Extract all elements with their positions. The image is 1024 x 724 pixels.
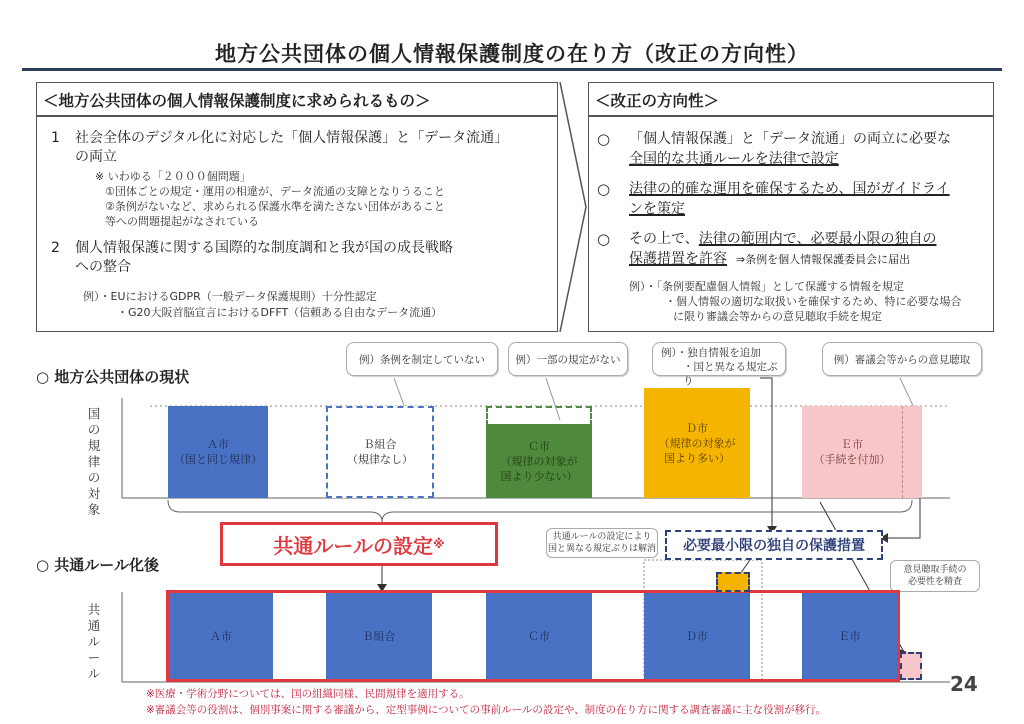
block-after-b: Ｂ組合 [326, 593, 432, 679]
section-current-status: ○ 地方公共団体の現状 [36, 368, 190, 386]
note-problem-raised: 等への問題提起がなされている [105, 215, 259, 228]
block-after-d: Ｄ市 [644, 593, 750, 679]
note-diff-line2: 国と異なる規定ぶりは解消 [547, 544, 656, 554]
direction-example-2: ・個人情報の適切な取扱いを確保するため、特に必要な場合 [665, 295, 962, 308]
block-b-desc: （規律なし） [347, 453, 413, 466]
note-hearing-line2: 必要性を精査 [907, 577, 962, 587]
direction-example-1: 例）・「条例要配慮個人情報」として保護する情報を規定 [629, 280, 904, 293]
block-after-c: Ｃ市 [486, 593, 592, 679]
example-gdpr: 例）・EUにおけるGDPR（一般データ保護規則）十分性認定 [83, 290, 377, 303]
callout-b-no-ordinance: 例）条例を制定していない [346, 342, 498, 376]
block-c-desc2: 国より少ない） [500, 469, 578, 483]
circle-bullet-icon: ○ [597, 230, 611, 248]
footnote-medical: ※医療・学術分野については、国の組織同様、民間規律を適用する。 [146, 688, 470, 700]
current-blocks-brace [168, 500, 912, 522]
block-d-desc1: （規律の対象が [658, 436, 736, 450]
callout-c-partial: 例）一部の規定がない [508, 342, 628, 376]
d-callout-connector [760, 378, 772, 530]
block-c-name: Ｃ市 [528, 439, 550, 453]
block-current-d [644, 388, 750, 498]
requirement-1-line1: 社会全体のデジタル化に対応した「個人情報保護」と「データ流通」 [75, 130, 509, 146]
page-title: 地方公共団体の個人情報保護制度の在り方（改正の方向性） [215, 42, 809, 66]
block-c-desc1: （規律の対象が [500, 454, 578, 468]
requirement-1-line2: の両立 [75, 149, 117, 165]
requirement-number: 1 [51, 130, 60, 146]
minimum-protection-measures-box: 必要最小限の独自の保護措置 [665, 530, 883, 560]
callout-d-extra [652, 342, 786, 387]
block-d-name: Ｄ市 [686, 421, 708, 435]
note-insufficient-level: ②条例がないなど、求められる保護水準を満たさない団体があること [105, 200, 445, 213]
common-rule-mark: ※ [432, 537, 445, 551]
d-additional-measure [716, 572, 750, 592]
direction-3-line2: 保護措置を許容 [629, 251, 727, 267]
note-hearing-line1: 意見聴取手続の [903, 565, 967, 575]
block-current-b [326, 406, 434, 498]
requirement-2-line1: 個人情報保護に関する国際的な制度調和と我が国の成長戦略 [75, 240, 453, 256]
note-diff-resolved [546, 528, 658, 558]
direction-1-line2: 全国的な共通ルールを法律で設定 [629, 151, 839, 167]
e-additional-procedure [900, 652, 922, 680]
block-current-a [168, 406, 268, 498]
circle-bullet-icon: ○ [597, 180, 611, 198]
direction-1-line1: 「個人情報保護」と「データ流通」の両立に必要な [629, 131, 951, 147]
block-b-name: Ｂ組合 [363, 438, 397, 451]
common-rule-setting-box [220, 522, 498, 566]
section-after-common-rule: ○ 共通ルール化後 [36, 556, 160, 574]
common-rule-label: 共通ルールの設定 [273, 533, 433, 558]
block-after-e: Ｅ市 [802, 593, 897, 679]
block-a-desc: （国と同じ規律） [174, 453, 262, 466]
direction-3-line1b: 法律の範囲内で、必要最小限の独自の [698, 231, 937, 247]
direction-2-line2: ンを策定 [629, 201, 685, 217]
requirements-heading: ＜地方公共団体の個人情報保護制度に求められるもの＞ [43, 92, 431, 110]
footnote-council-role: ※審議会等の役割は、個別事案に関する審議から、定型事例についての事前ルールの設定や、制度の在り方に関する調査審議に主な役割が移行。 [146, 704, 827, 716]
page-number: 24 [950, 672, 978, 696]
direction-2-line1: 法律の的確な運用を確保するため、国がガイドライ [629, 181, 950, 197]
direction-heading: ＜改正の方向性＞ [595, 92, 720, 110]
vertical-label-common-rule: 共通ルール [87, 602, 101, 681]
block-a-name: Ａ市 [207, 438, 229, 451]
requirement-2-line2: への整合 [75, 259, 131, 275]
block-current-e [802, 406, 902, 498]
note-hearing-review [890, 560, 980, 592]
block-after-a: Ａ市 [169, 593, 273, 679]
block-e-extra-procedure [902, 406, 922, 498]
block-current-c [486, 424, 592, 498]
requirement-number: 2 [51, 240, 60, 256]
direction-3-note: ⇒条例を個人情報保護委員会に届出 [735, 253, 911, 266]
block-d-desc2: 国より多い） [664, 451, 730, 465]
direction-example-3: に限り審議会等からの意見聴取手続を規定 [673, 310, 882, 323]
note-diff-line1: 共通ルールの設定により [552, 532, 652, 542]
note-rule-difference: ①団体ごとの規定・運用の相違が、データ流通の支障となりうること [105, 185, 445, 198]
block-c-missing-area [486, 406, 592, 426]
note-2000-problem: ※ いわゆる「２０００個問題」 [95, 170, 251, 183]
callout-d-line2: ・国と異なる規定ぶり [683, 361, 778, 387]
circle-bullet-icon: ○ [597, 130, 611, 148]
direction-3-line1a: その上で、 [629, 231, 699, 247]
callout-e-hearing: 例）審議会等からの意見聴取 [822, 342, 982, 376]
block-e-desc: （手続を付加） [813, 453, 891, 466]
callout-d-line1: 例）・独自情報を追加 [661, 347, 761, 359]
vertical-label-national-rule: 国の規律の対象 [87, 406, 101, 517]
block-e-name: Ｅ市 [841, 438, 863, 451]
example-dfft: ・G20大阪首脳宣言におけるDFFT（信頼ある自由なデータ流通） [117, 306, 443, 319]
